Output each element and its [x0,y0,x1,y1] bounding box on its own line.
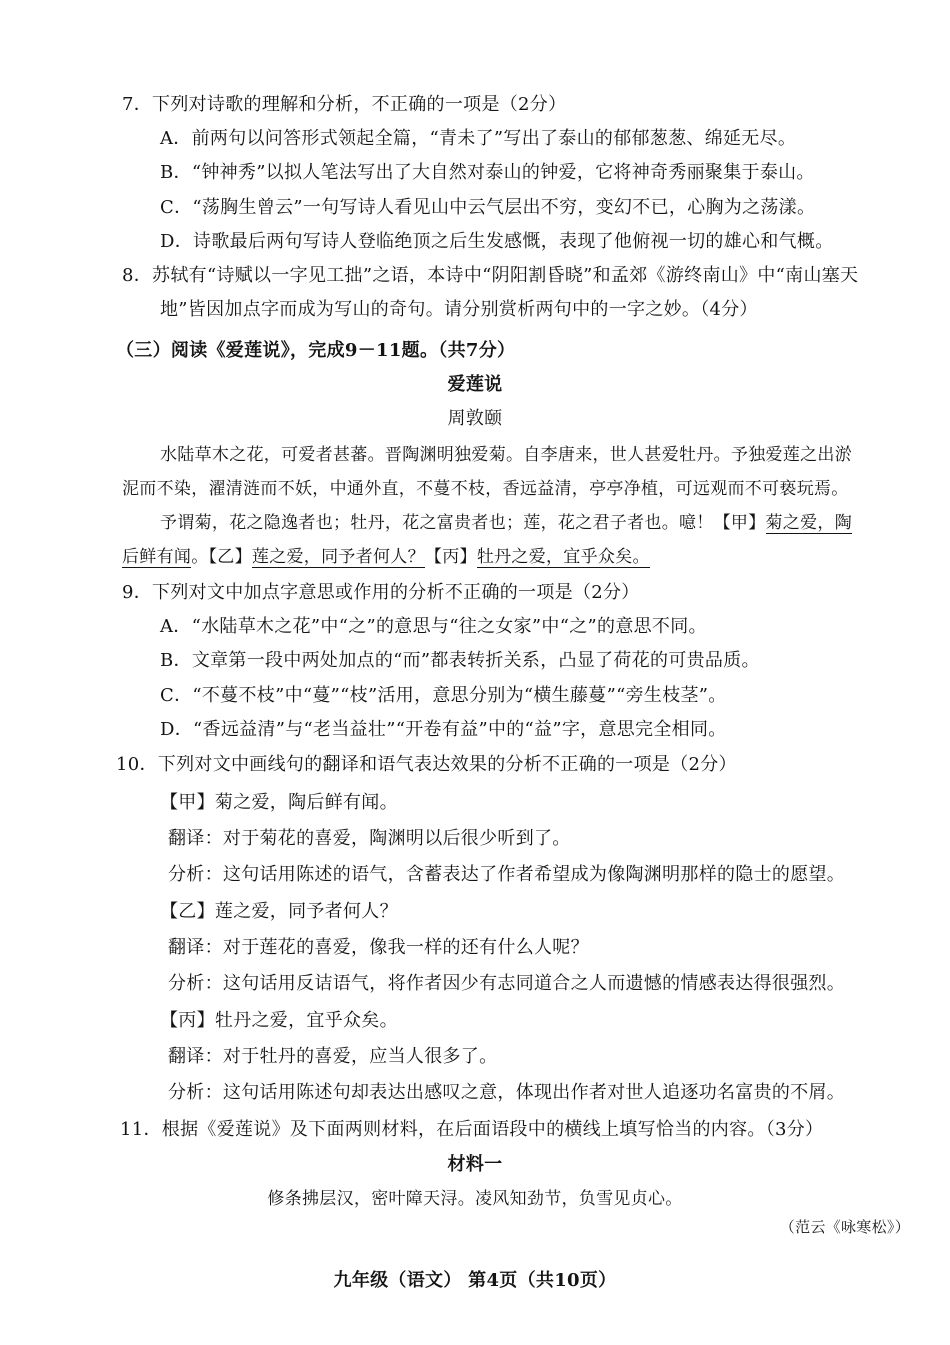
q10-bing-analysis: 分析：这句话用陈述句却表达出感叹之意，体现出作者对世人追逐功名富贵的不屑。 [168,1082,846,1103]
passage-title: 爱莲说 [447,374,503,395]
q7-option-a: A．前两句以问答形式领起全篇，“青未了”写出了泰山的郁郁葱葱、绵延无尽。 [160,128,797,149]
q9-option-a: A．“水陆草木之花”中“之”的意思与“往之女家”中“之”的意思不同。 [160,616,707,637]
passage-p2-line2 [122,544,650,570]
q9-option-b: B．文章第一段中两处加点的“而”都表转折关系，凸显了荷花的可贵品质。 [160,650,760,671]
q10-yi-translation: 翻译：对于莲花的喜爱，像我一样的还有什么人呢？ [168,937,589,958]
page-footer: 九年级（语文） 第4页（共10页） [333,1270,617,1291]
underlined-jia-part1: 菊之爱，陶 [765,513,852,533]
material-text: 修条拂层汉，密叶障天浔。凌风知劲节，负雪见贞心。 [267,1189,683,1209]
q8-line2: 地”皆因加点字而成为写山的奇句。请分别赏析两句中的一字之妙。（4分） [160,299,758,320]
passage-p1-line1: 水陆草木之花，可爱者甚蕃。晋陶渊明独爱菊。自李唐来，世人甚爱牡丹。予独爱莲之出淤 [160,445,852,465]
q10-jia-translation: 翻译：对于菊花的喜爱，陶渊明以后很少听到了。 [168,828,571,849]
q10-bing-translation: 翻译：对于牡丹的喜爱，应当人很多了。 [168,1046,498,1067]
q9-stem: 9．下列对文中加点字意思或作用的分析不正确的一项是（2分） [122,582,640,603]
passage-p1-line2: 泥而不染，濯清涟而不妖，中通外直，不蔓不枝，香远益清，亭亭净植，可远观而不可亵玩焉。 [122,479,849,499]
q10-jia-analysis: 分析：这句话用陈述的语气，含蓄表达了作者希望成为像陶渊明那样的隐士的愿望。 [168,864,846,885]
q10-jia: 【甲】菊之爱，陶后鲜有闻。 [160,792,398,813]
q11-stem: 11．根据《爱莲说》及下面两则材料，在后面语段中的横线上填写恰当的内容。（3分） [120,1119,824,1140]
passage-p2-line1 [160,510,852,536]
underlined-jia-part2: 后鲜有闻 [122,547,192,567]
material-source: （范云《咏寒松》） [779,1218,910,1236]
underlined-bing: 牡丹之爱，宜乎众矣。 [476,547,650,567]
q10-stem: 10．下列对文中画线句的翻译和语气表达效果的分析不正确的一项是（2分） [116,754,737,775]
q9-option-c: C．“不蔓不枝”中“蔓”“枝”活用，意思分别为“横生藤蔓”“旁生枝茎”。 [160,685,727,706]
underlined-yi: 莲之爱，同予者何人？ [251,547,425,567]
q9-option-d: D．“香远益清”与“老当益壮”“开卷有益”中的“益”字，意思完全相同。 [160,719,727,740]
q7-option-b: B．“钟神秀”以拟人笔法写出了大自然对泰山的钟爱，它将神奇秀丽聚集于泰山。 [160,162,815,183]
passage-author: 周敦颐 [447,408,503,429]
q8-line1: 8．苏轼有“诗赋以一字见工拙”之语，本诗中“阴阳割昏晓”和孟郊《游终南山》中“南山塞天 [122,265,859,286]
marker-yi: 。【乙】 [191,547,252,567]
q7-option-c: C．“荡胸生曾云”一句写诗人看见山中云气层出不穷，变幻不已，心胸为之荡漾。 [160,197,816,218]
q10-yi: 【乙】莲之爱，同予者何人？ [160,901,398,922]
q10-yi-analysis: 分析：这句话用反诘语气，将作者因少有志同道合之人而遗憾的情感表达得很强烈。 [168,973,846,994]
section3-heading: （三）阅读《爱莲说》，完成9－11题。（共7分） [116,340,516,361]
q7-stem: 7．下列对诗歌的理解和分析，不正确的一项是（2分） [122,94,567,115]
marker-bing: 【丙】 [424,547,477,567]
passage-p2-text: 予谓菊，花之隐逸者也；牡丹，花之富贵者也；莲，花之君子者也。噫！【甲】 [160,513,766,533]
q10-bing: 【丙】牡丹之爱，宜乎众矣。 [160,1010,398,1031]
q7-option-d: D．诗歌最后两句写诗人登临绝顶之后生发感慨，表现了他俯视一切的雄心和气概。 [160,231,834,252]
material-title: 材料一 [447,1154,503,1175]
